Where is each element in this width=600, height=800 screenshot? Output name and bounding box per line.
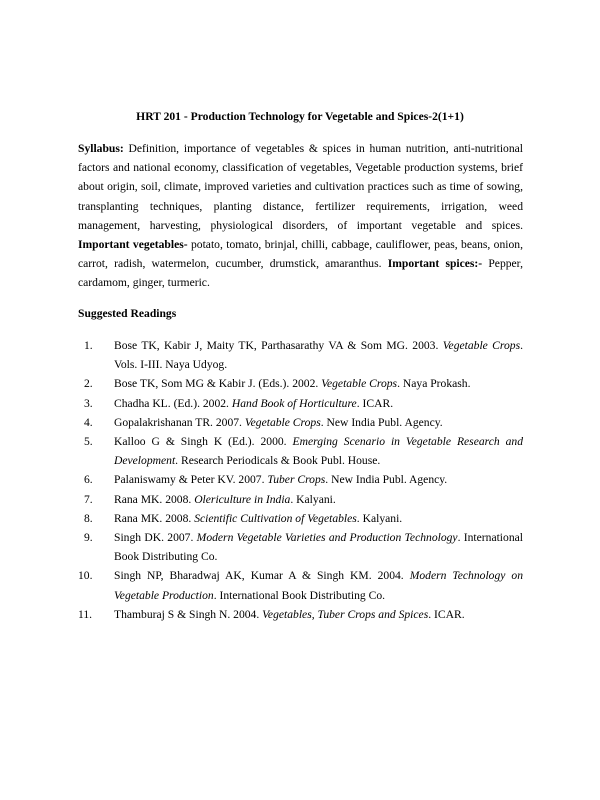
reading-item: 8. Rana MK. 2008. Scientific Cultivation of Vegetables. Kalyani. (90, 509, 523, 528)
reading-item: 3. Chadha KL. (Ed.). 2002. Hand Book of Horticulture. ICAR. (90, 394, 523, 413)
reading-number: 6. (84, 473, 93, 487)
reading-number: 1. (84, 339, 93, 352)
reading-title: Modern Technology on Vegetable Production (114, 569, 524, 602)
reading-number: 2. (84, 377, 93, 391)
reading-number: 10. (78, 569, 93, 583)
reading-number: 4. (84, 415, 93, 429)
reading-item: 11. Thamburaj S & Singh N. 2004. Vegetables, Tuber Crops and Spices. ICAR. (90, 605, 523, 624)
reading-number: 8. (84, 511, 93, 525)
important-vegetables-text: potato, tomato, brinjal, chilli, cabbage, cauliflower, peas, beans, onion, carrot, radish, watermelon, cucumber, drumstick, amaranthus. (78, 238, 523, 271)
syllabus-label: Syllabus: (78, 142, 124, 155)
reading-item: 4. Gopalakrishanan TR. 2007. Vegetable Crops. New India Publ. Agency. (90, 413, 523, 432)
reading-title: Olericulture in India (194, 492, 291, 506)
reading-title: Modern Vegetable Varieties and Production Technology (196, 531, 458, 545)
important-spices-text: Pepper, cardamom, ginger, turmeric. (78, 257, 523, 290)
reading-number: 3. (84, 396, 93, 410)
syllabus-paragraph (78, 139, 523, 293)
reading-title: Tuber Crops (267, 473, 326, 487)
reading-item: 5. Kalloo G & Singh K (Ed.). 2000. Emerging Scenario in Vegetable Research and Development. Research Periodicals & Book Publ. House. (90, 432, 523, 470)
reading-item: 1. Bose TK, Kabir J, Maity TK, Parthasarathy VA & Som MG. 2003. Vegetable Crops. Vols. I-III. Naya Udyog. (90, 336, 523, 374)
readings-list (78, 336, 524, 624)
reading-title: Vegetable Crops (442, 339, 521, 352)
reading-number: 7. (84, 492, 93, 506)
reading-title: Vegetable Crops (244, 415, 321, 429)
reading-item: 2. Bose TK, Som MG & Kabir J. (Eds.). 2002. Vegetable Crops. Naya Prokash. (90, 374, 523, 393)
reading-title: Vegetables, Tuber Crops and Spices (262, 607, 429, 621)
reading-number: 5. (84, 435, 93, 449)
reading-number: 11. (78, 607, 93, 621)
suggested-readings-heading: Suggested Readings (78, 307, 177, 320)
reading-title: Vegetable Crops (321, 377, 398, 391)
reading-item: 7. Rana MK. 2008. Olericulture in India. Kalyani. (90, 490, 523, 509)
reading-title: Emerging Scenario in Vegetable Research and Development (114, 435, 523, 468)
important-vegetables-label: Important vegetables- (78, 238, 188, 252)
important-spices-label: Important spices:- (387, 257, 483, 271)
reading-title: Scientific Cultivation of Vegetables (194, 511, 357, 525)
reading-item: 6. Palaniswamy & Peter KV. 2007. Tuber Crops. New India Publ. Agency. (90, 470, 523, 489)
reading-item: 9. Singh DK. 2007. Modern Vegetable Varieties and Production Technology. International Book Distributing Co. (90, 528, 523, 566)
syllabus-text: Definition, importance of vegetables & spices in human nutrition, anti-nutritional factors and national economy, classification of vegetables, Vegetable production systems, brief about origin, soil, climate, improved varieties and cultivation practices such as time of sowing, transplanting techniques, planting distance, fertilizer requirements, irrigation, weed management, harvesting, physiological disorders, of important vegetable and spices. (78, 142, 523, 232)
page-title: HRT 201 - Production Technology for Vegetable and Spices-2(1+1) (136, 110, 464, 123)
reading-title: Hand Book of Horticulture (231, 396, 357, 410)
reading-number: 9. (84, 531, 93, 545)
reading-item: 10. Singh NP, Bharadwaj AK, Kumar A & Singh KM. 2004. Modern Technology on Vegetable Production. International Book Distributing Co. (90, 566, 523, 604)
